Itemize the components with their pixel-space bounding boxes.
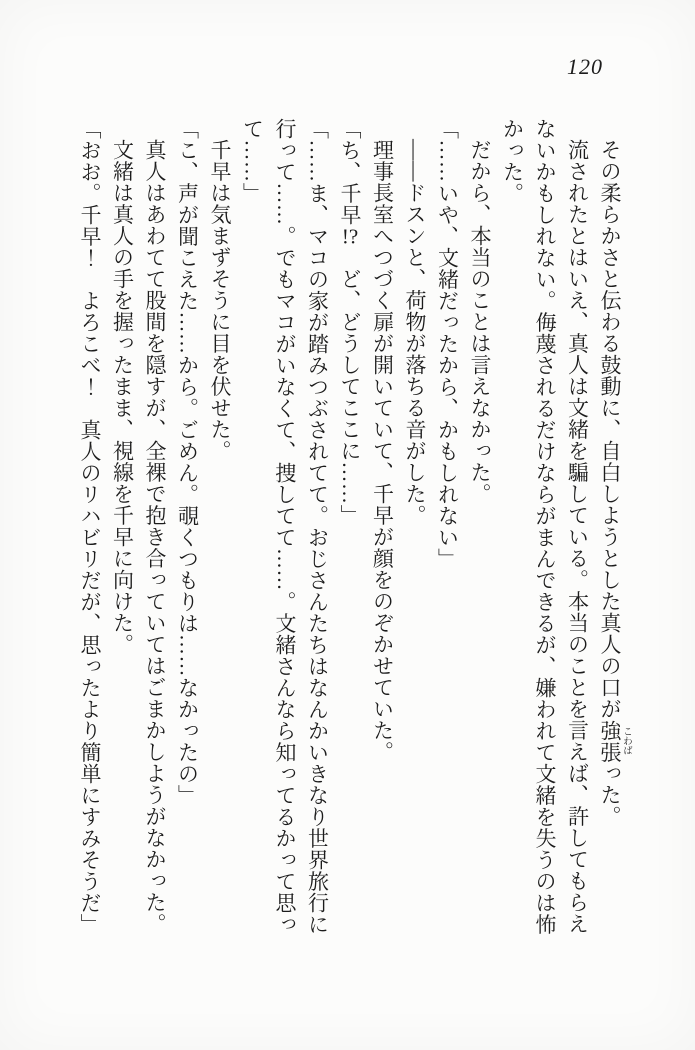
- paragraph: 「……いや、文緒だったから、かもしれない」: [435, 118, 460, 570]
- paragraph: 「おお。千早！ よろこべ！ 真人のリハビリだが、思ったより簡単にすみそうだ」: [78, 118, 102, 935]
- paragraph: 理事長室へつづく扉が開いていて、千早が顔をのぞかせていた。: [370, 139, 395, 763]
- page-text: [73, 118, 631, 938]
- paragraph: 千早は気まずそうに目を伏せた。: [208, 139, 232, 462]
- paragraph: その柔らかさと伝わる鼓動に、自白しようとした真人の口が強張 こわばった。: [598, 139, 631, 827]
- paragraph: 真人はあわてて股間を隠すが、全裸で抱き合っていてはごまかしようがなかった。: [143, 139, 167, 935]
- paragraph: だから、本当のことは言えなかった。: [468, 139, 492, 505]
- furigana-ruby: 強張 こわば: [598, 719, 631, 763]
- paragraph: ――ドスンと、荷物が落ちる音がした。: [403, 139, 427, 526]
- paragraph: 文緒は真人の手を握ったまま、視線を千早に向けた。: [110, 139, 135, 655]
- paragraph: 流されたとはいえ、真人は文緒を騙している。本当のことを言えば、許してもらえないかもしれない。侮蔑されるだけならがまんできるが、嫌われて文緒を失うのは怖かった。: [500, 118, 590, 935]
- tatechuyoko-text: !?: [341, 225, 359, 247]
- paragraph: 「……ま、マコの家が踏みつぶされてて。おじさんたちはなんかいきなり世界旅行に行って……。でもマコがいなくて、捜してて……。文緒さんなら知ってるかって思って……」: [240, 118, 330, 935]
- page-number: 120: [567, 54, 603, 79]
- paragraph: 「ち、千早!? ど、どうしてここに……」: [338, 118, 362, 526]
- paragraph: 「こ、声が聞こえた……から。ごめん。覗くつもりは……なかったの」: [175, 118, 200, 806]
